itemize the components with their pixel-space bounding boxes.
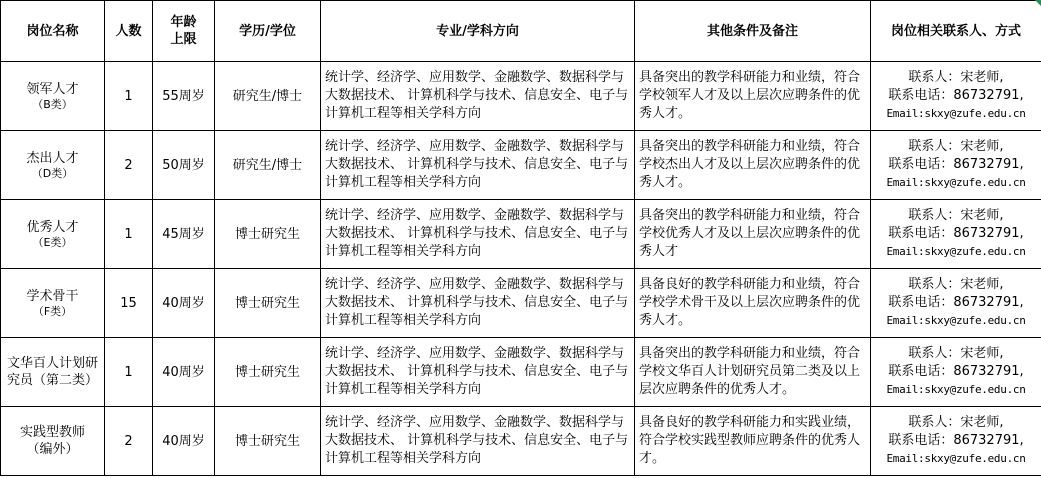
header-age-line1: 年龄 <box>170 15 197 30</box>
position-cell <box>1 338 105 407</box>
contact-email: Email:skxy@zufe.edu.cn <box>886 452 1026 465</box>
major-cell: 统计学、经济学、应用数学、金融数学、数据科学与大数据技术、 计算机科学与技术、信息安全、电子与计算机工程等相关学科方向 <box>321 200 635 269</box>
position-cell <box>1 62 105 131</box>
contact-phone: 联系电话：86732791, <box>888 157 1024 172</box>
position-name: 领军人才 <box>26 81 79 97</box>
count-cell: 1 <box>105 338 153 407</box>
position-cell <box>1 200 105 269</box>
contact-person: 联系人：宋老师, <box>908 70 1004 85</box>
count-cell: 1 <box>105 62 153 131</box>
contact-cell <box>871 407 1041 476</box>
position-name: 优秀人才 <box>26 219 79 235</box>
contact-person: 联系人：宋老师, <box>908 208 1004 223</box>
major-cell: 统计学、经济学、应用数学、金融数学、数据科学与大数据技术、 计算机科学与技术、信息安全、电子与计算机工程等相关学科方向 <box>321 338 635 407</box>
conditions-cell: 具备突出的教学科研能力和业绩，符合学校文华百人计划研究员第二类及以上层次应聘条件的优秀人才。 <box>635 338 871 407</box>
table-row <box>1 269 1041 338</box>
position-category: （E类） <box>32 235 73 249</box>
table-row <box>1 62 1041 131</box>
contact-person: 联系人：宋老师, <box>908 415 1004 430</box>
major-cell: 统计学、经济学、应用数学、金融数学、数据科学与大数据技术、 计算机科学与技术、信息安全、电子与计算机工程等相关学科方向 <box>321 62 635 131</box>
header-age-line2: 上限 <box>170 32 197 47</box>
contact-person: 联系人：宋老师, <box>908 346 1004 361</box>
contact-cell <box>871 269 1041 338</box>
table-row <box>1 131 1041 200</box>
degree-cell: 博士研究生 <box>215 338 321 407</box>
contact-cell <box>871 131 1041 200</box>
age-cell: 55周岁 <box>153 62 215 131</box>
contact-person: 联系人：宋老师, <box>908 277 1004 292</box>
header-contact: 岗位相关联系人、方式 <box>871 1 1041 62</box>
contact-person: 联系人：宋老师, <box>908 139 1004 154</box>
contact-phone: 联系电话：86732791, <box>888 295 1024 310</box>
header-conditions: 其他条件及备注 <box>635 1 871 62</box>
header-count: 人数 <box>105 1 153 62</box>
contact-cell <box>871 338 1041 407</box>
table-row <box>1 338 1041 407</box>
age-cell: 50周岁 <box>153 131 215 200</box>
position-cell <box>1 131 105 200</box>
contact-phone: 联系电话：86732791, <box>888 364 1024 379</box>
position-cell <box>1 407 105 476</box>
degree-cell: 博士研究生 <box>215 200 321 269</box>
position-name: 学术骨干 <box>26 288 79 304</box>
contact-email: Email:skxy@zufe.edu.cn <box>886 245 1026 258</box>
cell-comment-marker <box>1035 0 1041 6</box>
conditions-cell: 具备良好的教学科研能力和实践业绩，符合学校实践型教师应聘条件的优秀人才。 <box>635 407 871 476</box>
table-row <box>1 407 1041 476</box>
major-cell: 统计学、经济学、应用数学、金融数学、数据科学与大数据技术、 计算机科学与技术、信息安全、电子与计算机工程等相关学科方向 <box>321 131 635 200</box>
position-category: （编外） <box>26 442 79 457</box>
count-cell: 1 <box>105 200 153 269</box>
major-cell: 统计学、经济学、应用数学、金融数学、数据科学与大数据技术、 计算机科学与技术、信息安全、电子与计算机工程等相关学科方向 <box>321 407 635 476</box>
contact-cell <box>871 200 1041 269</box>
major-cell: 统计学、经济学、应用数学、金融数学、数据科学与大数据技术、 计算机科学与技术、信息安全、电子与计算机工程等相关学科方向 <box>321 269 635 338</box>
conditions-cell: 具备突出的教学科研能力和业绩，符合学校杰出人才及以上层次应聘条件的优秀人才。 <box>635 131 871 200</box>
contact-phone: 联系电话：86732791, <box>888 433 1024 448</box>
position-name: 实践型教师 <box>19 425 85 440</box>
contact-email: Email:skxy@zufe.edu.cn <box>886 383 1026 396</box>
age-cell: 40周岁 <box>153 269 215 338</box>
age-cell: 40周岁 <box>153 338 215 407</box>
conditions-cell: 具备突出的教学科研能力和业绩，符合学校领军人才及以上层次应聘条件的优秀人才。 <box>635 62 871 131</box>
position-category: （F类） <box>32 304 73 318</box>
age-cell: 45周岁 <box>153 200 215 269</box>
position-category: （B类） <box>32 97 73 111</box>
contact-email: Email:skxy@zufe.edu.cn <box>886 176 1026 189</box>
header-major: 专业/学科方向 <box>321 1 635 62</box>
contact-email: Email:skxy@zufe.edu.cn <box>886 314 1026 327</box>
position-name: 文华百人计划研究员（第二类） <box>6 356 98 388</box>
header-degree: 学历/学位 <box>215 1 321 62</box>
contact-email: Email:skxy@zufe.edu.cn <box>886 107 1026 120</box>
conditions-cell: 具备良好的教学科研能力和业绩，符合学校学术骨干及以上层次应聘条件的优秀人才。 <box>635 269 871 338</box>
header-row <box>1 1 1041 62</box>
contact-phone: 联系电话：86732791, <box>888 226 1024 241</box>
header-position: 岗位名称 <box>1 1 105 62</box>
table-row <box>1 200 1041 269</box>
age-cell: 40周岁 <box>153 407 215 476</box>
position-name: 杰出人才 <box>26 150 79 166</box>
count-cell: 2 <box>105 131 153 200</box>
degree-cell: 博士研究生 <box>215 407 321 476</box>
degree-cell: 研究生/博士 <box>215 62 321 131</box>
contact-phone: 联系电话：86732791, <box>888 88 1024 103</box>
conditions-cell: 具备突出的教学科研能力和业绩，符合学校优秀人才及以上层次应聘条件的优秀人才 <box>635 200 871 269</box>
position-category: （D类） <box>31 166 74 180</box>
contact-cell <box>871 62 1041 131</box>
degree-cell: 研究生/博士 <box>215 131 321 200</box>
header-age <box>153 1 215 62</box>
degree-cell: 博士研究生 <box>215 269 321 338</box>
count-cell: 2 <box>105 407 153 476</box>
count-cell: 15 <box>105 269 153 338</box>
position-cell <box>1 269 105 338</box>
